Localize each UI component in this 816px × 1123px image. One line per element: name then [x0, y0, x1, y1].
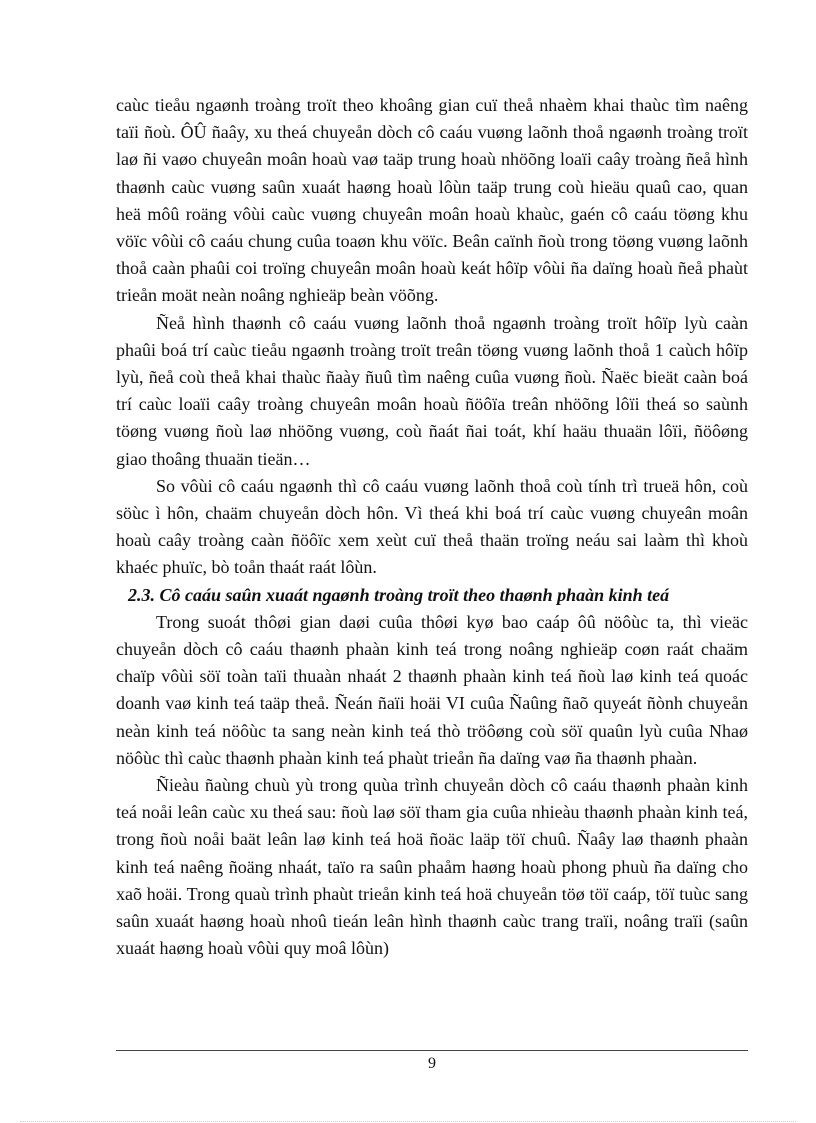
body-paragraph: caùc tieåu ngaønh troàng troït theo khoâng gian cuï theå nhaèm khai thaùc tìm naêng taïi ñoù. ÔÛ ñaây, xu theá chuyeån dòch cô caáu vuøng laõnh thoå ngaønh troàng troït laø ñi vaøo chuyeân moân hoaù vaø taäp trung hoaù nhöõng loaïi caây troàng ñeå hình thaønh caùc vuøng saûn xuaát haøng hoaù lôùn taäp trung coù hieäu quaû cao, quan heä môû roäng vôùi caùc vuøng chuyeân moân hoaù khaùc, gaén cô caáu töøng khu vöïc vôùi cô caáu chung cuûa toaøn khu vöïc. Beân caïnh ñoù trong töøng vuøng laõnh thoå caàn phaûi coi troïng chuyeân moân hoaù keát hôïp vôùi ña daïng hoaù ñeå phaùt trieån moät neàn noâng nghieäp beàn vöõng. [116, 95, 748, 306]
body-paragraph: Ñieàu ñaùng chuù yù trong quùa trình chuyeån dòch cô caáu thaønh phaàn kinh teá noåi leân caùc xu theá sau: ñoù laø söï tham gia cuûa nhieàu thaønh phaàn kinh teá, trong ñoù noåi baät leân laø kinh teá hoä ñoäc laäp töï chuû. Ñaây laø thaønh phaàn kinh teá naêng ñoäng nhaát, taïo ra saûn phaåm haøng hoaù phong phuù ña daïng cho xaõ hoäi. Trong quaù trình phaùt trieån kinh teá hoä chuyeån töø töï caáp, töï tuùc sang saûn xuaát haøng hoaù nhoû tieán leân hình thaønh caùc trang traïi, noâng traïi (saûn xuaát haøng hoaù vôùi quy moâ lôùn) [116, 775, 748, 959]
body-paragraph: So vôùi cô caáu ngaønh thì cô caáu vuøng laõnh thoå coù tính trì truеä hôn, coù söùc ì hôn, chaäm chuyeån dòch hôn. Vì theá khi boá trí caùc vuøng chuyeân moân hoaù caây troàng caàn ñöôïc xem xeùt cuï theå thaän troïng neáu sai laàm thì khoù khaéc phuïc, bò toån thaát raát lôùn. [116, 475, 748, 578]
body-paragraph: Trong suoát thôøi gian daøi cuûa thôøi kyø bao caáp ôû nöôùc ta, thì vieäc chuyeån dòch cô caáu thaønh phaàn kinh teá trong noâng nghieäp coøn raát chaäm chaïp vôùi söï toàn taïi thuaàn nhaát 2 thaønh phaàn kinh teá ñoù laø kinh teá quoác doanh vaø kinh teá taäp theå. Ñeán ñaïi hoäi VI cuûa Ñaûng ñaõ quyeát ñònh chuyeån neàn kinh teá nöôùc ta sang neàn kinh teá thò tröôøng coù söï quaûn lyù cuûa Nhaø nöôùc thì caùc thaønh phaàn kinh teá phaùt trieån ña daïng vaø ña thaønh phaàn. [116, 611, 748, 768]
section-heading: 2.3. Cô caáu saûn xuaát ngaønh troàng troït theo thaønh phaàn kinh teá [128, 584, 670, 605]
page-number: 9 [428, 1055, 436, 1072]
footer-divider [116, 1050, 748, 1051]
page-body [116, 92, 748, 963]
page-edge-divider [20, 1121, 796, 1122]
body-paragraph: Ñeå hình thaønh cô caáu vuøng laõnh thoå ngaønh troàng troït hôïp lyù caàn phaûi boá trí caùc tieåu ngaønh troàng troït treân töøng vuøng laõnh thoå 1 caùch hôïp lyù, ñeå coù theå khai thaùc ñaày ñuû tìm naêng cuûa vuøng ñoù. Ñaëc bieät caàn boá trí caùc loaïi caây troàng chuyeân moân hoaù ñöôïa treân nhöõng lôïi theá so saùnh töøng vuøng ñoù laø nhöõng vuøng, coù ñaát ñai toát, khí haäu thuaän lôïi, ñöôøng giao thoâng thuaän tieän… [116, 312, 748, 469]
